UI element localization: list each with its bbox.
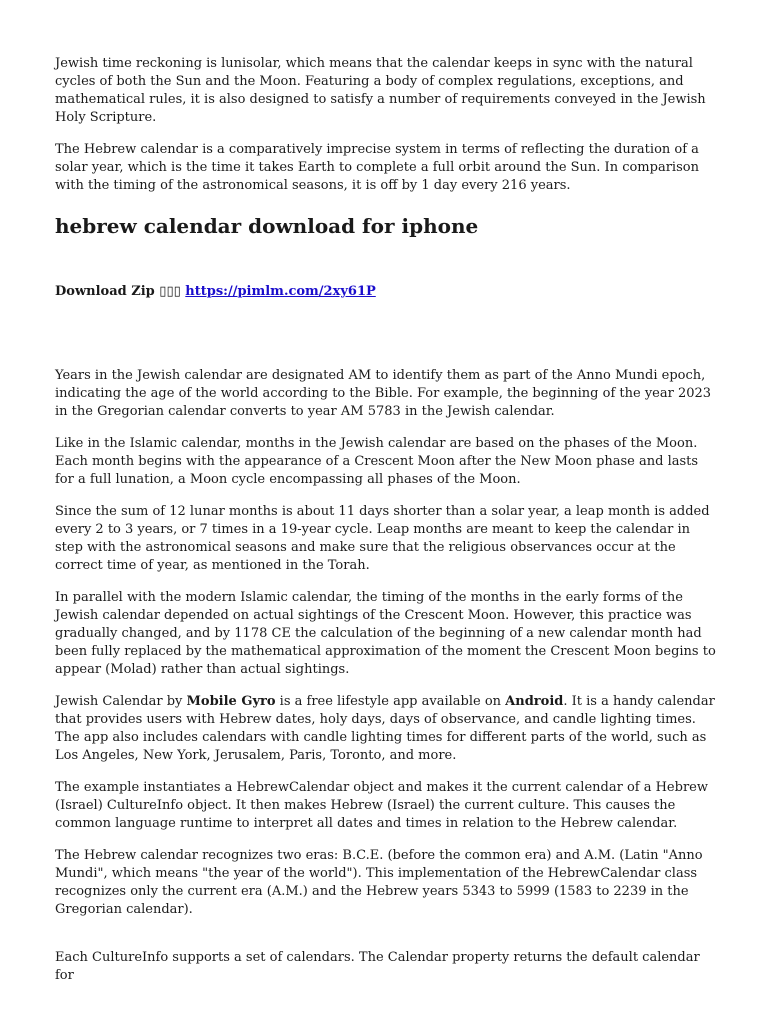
tech-paragraph-1: The example instantiates a HebrewCalendar object and makes it the current calendar of a Hebrew (Israel) CultureInfo object. It then makes Hebrew (Israel) the current culture. This causes the common language runtime to interpret all dates and times in relation to the Hebrew calendar. — [55, 780, 708, 831]
last-paragraph: Each CultureInfo supports a set of calendars. The Calendar property returns the default calendar for — [55, 950, 700, 983]
download-label: Download Zip — [55, 284, 155, 299]
document-page — [55, 55, 717, 999]
download-line — [55, 283, 717, 301]
app-text-1: Jewish Calendar by — [55, 694, 187, 709]
body-paragraph-1: Years in the Jewish calendar are designated AM to identify them as part of the Anno Mundi epoch, indicating the age of the world according to the Bible. For example, the beginning of the year 2023 in the Gregorian calendar converts to year AM 5783 in the Jewish calendar. — [55, 368, 712, 419]
download-glyphs: ▯▯▯ — [159, 284, 181, 299]
intro-paragraph-1: Jewish time reckoning is lunisolar, which means that the calendar keeps in sync with the natural cycles of both the Sun and the Moon. Featuring a body of complex regulations, exceptions, and mathematical rules, it is also designed to satisfy a number of requirements conveyed in the Jewish Holy Scripture. — [55, 56, 706, 125]
spacer — [55, 301, 717, 367]
intro-paragraph-2: The Hebrew calendar is a comparatively imprecise system in terms of reflecting the duration of a solar year, which is the time it takes Earth to complete a full orbit around the Sun. In comparison with the timing of the astronomical seasons, it is off by 1 day every 216 years. — [55, 142, 699, 193]
app-text-2: is a free lifestyle app available on — [275, 694, 506, 709]
body-paragraph-4: In parallel with the modern Islamic calendar, the timing of the months in the early forms of the Jewish calendar depended on actual sightings of the Crescent Moon. However, this practice was gradually changed, and by 1178 CE the calculation of the beginning of a new calendar month had been fully replaced by the mathematical approximation of the moment the Crescent Moon begins to appear (Molad) rather than actual sightings. — [55, 590, 716, 677]
download-link[interactable]: https://pimlm.com/2xy61P — [185, 284, 376, 299]
page-heading: hebrew calendar download for iphone — [55, 214, 479, 238]
tech-paragraph-2: The Hebrew calendar recognizes two eras: B.C.E. (before the common era) and A.M. (Latin "Anno Mundi", which means "the year of the world"). This implementation of the HebrewCalendar class recognizes only the current era (A.M.) and the Hebrew years 5343 to 5999 (1583 to 2239 in the Gregorian calendar). — [55, 848, 703, 917]
body-paragraph-3: Since the sum of 12 lunar months is about 11 days shorter than a solar year, a leap month is added every 2 to 3 years, or 7 times in a 19-year cycle. Leap months are meant to keep the calendar in step with the astronomical seasons and make sure that the religious observances occur at the correct time of year, as mentioned in the Torah. — [55, 504, 710, 573]
app-text-3: . It is a handy calendar that provides users with Hebrew dates, holy days, days of observance, and candle lighting times. The app also includes calendars with candle lighting times for different parts of the world, such as Los Angeles, New York, Jerusalem, Paris, Toronto, and more. — [55, 694, 715, 763]
app-paragraph — [55, 693, 717, 765]
app-platform: Android — [505, 694, 564, 709]
app-developer: Mobile Gyro — [186, 694, 276, 709]
body-paragraph-2: Like in the Islamic calendar, months in the Jewish calendar are based on the phases of the Moon. Each month begins with the appearance of a Crescent Moon after the New Moon phase and lasts for a full lunation, a Moon cycle encompassing all phases of the Moon. — [55, 436, 699, 487]
